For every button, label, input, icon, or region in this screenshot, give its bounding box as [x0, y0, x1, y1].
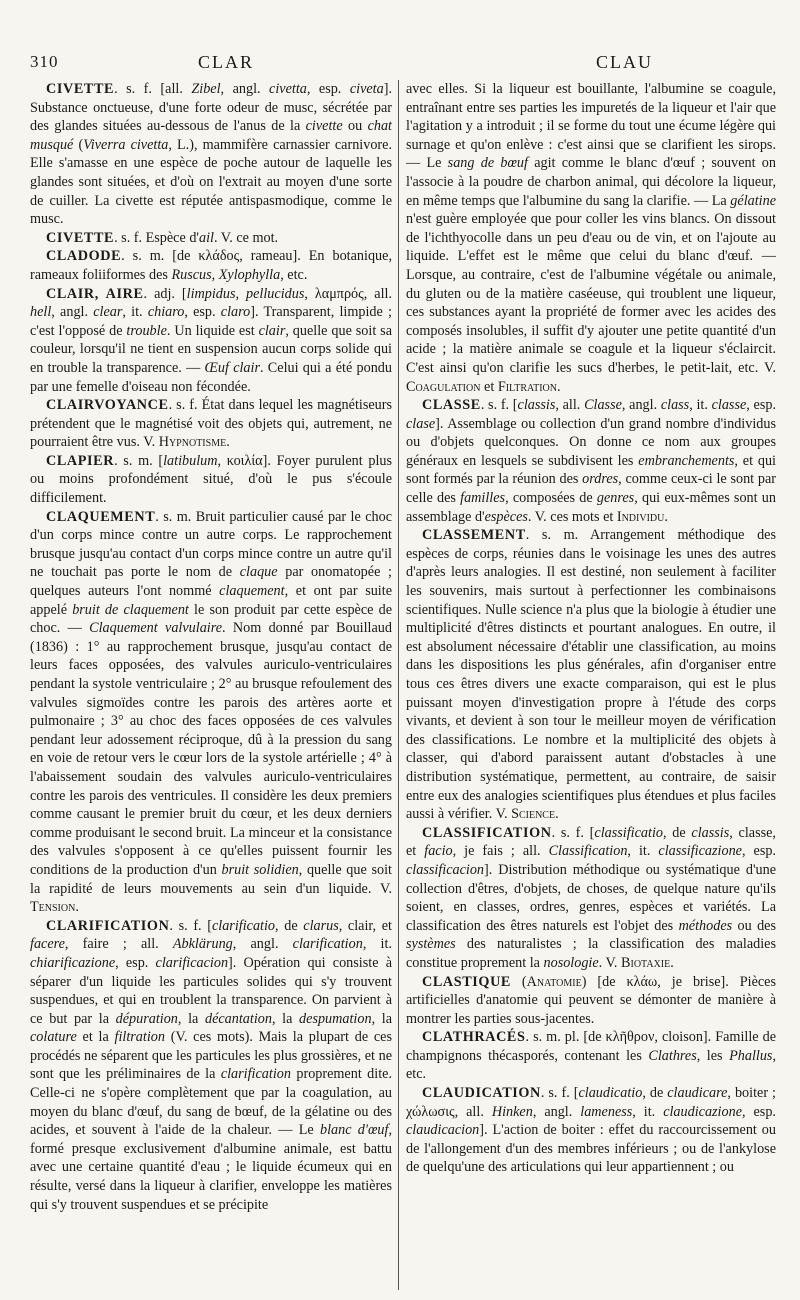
entry-text: ]. Distribution méthodique ou systématique d'une collection d'êtres, d'objets, de choses, de quelque nature qu'ils soient, en classes, ordres, genres, espèces et variétés. La classification des êtres naturels est l'objet des — [406, 861, 776, 934]
dictionary-entry — [406, 824, 776, 973]
italic-term: claro — [220, 304, 251, 321]
italic-term: despumation — [299, 1010, 372, 1027]
italic-term: claudicatio — [578, 1085, 643, 1102]
entry-text: , qui eux-mêmes sont un assemblage d' — [406, 490, 776, 525]
cross-reference: Filtration — [497, 378, 557, 395]
headword: CIVETTE — [46, 229, 115, 246]
italic-term: claudicazione — [663, 1103, 742, 1120]
italic-term: Hinken — [491, 1103, 533, 1120]
entry-text: , etc. — [280, 266, 308, 283]
entry-text: . V. ces mots et — [527, 508, 617, 525]
italic-term: Œuf clair — [204, 359, 260, 376]
column-divider — [398, 80, 399, 1290]
entry-text: . s. m. [ — [114, 452, 164, 469]
italic-term: genres — [596, 490, 635, 507]
headword: CLAUDICATION — [422, 1085, 541, 1102]
entry-text: , clair, et — [338, 917, 392, 934]
entry-text: , it. — [689, 397, 712, 414]
entry-text: ]. Assemblage ou collection d'un grand nombre d'individus ou d'objets quelconques. On donne ce nom aux groupes généraux en lesquels se subdivisent les — [406, 415, 776, 469]
entry-text: , les — [696, 1047, 730, 1064]
italic-term: Classe — [584, 397, 622, 414]
entry-text: , la — [271, 1010, 300, 1027]
entry-text: agit comme le blanc d'œuf ; souvent on l'associe à la poudre de charbon animal, qui décolore la liqueur, en même temps que l'albumine du sang la clarifie. — La — [406, 155, 776, 209]
entry-text: ]. Substance onctueuse, d'une forte odeur de musc, sécrétée par des glandes situées au-dessous de l'anus de la — [30, 81, 392, 135]
italic-term: clarification — [220, 1066, 291, 1083]
entry-text: . s. f. Espèce d' — [114, 229, 199, 246]
entry-text: , λαμπρός, all. — [304, 285, 392, 302]
cross-reference: Coagulation — [406, 378, 481, 395]
entry-text: ou — [342, 118, 368, 135]
entry-text: . s. m. Arrangement méthodique des espèces de corps, réunies dans le voisinage les unes des autres d'après leurs analogies. Il est destiné, non seulement à faciliter les souvenirs, mais surtout à perfectionner les combinaisons scientifiques. Nulle science n'a plus que la biologie à étudier une multiplicité d'êtres distincts et pourtant analogues. En outre, il est absolument nécessaire d'établir une classification, au moins dans les dispositions les plus générales, afin d'organiser entre tous ces êtres divers une exacte comparaison, qui est le plus puissant moyen d'investigation propre à l'étude des corps vivants, et devient à son tour le meilleur moyen de vérification des classifications. Le nombre et la multiplicité des objets à classer, qui d'abord paraissent autant d'obstacles à une distribution systématique, permettent, au contraire, de saisir entre eux des analogies scientifiques plus étendues et plus faciles aussi à vérifier. V. — [406, 527, 776, 823]
italic-term: Abklärung — [172, 936, 233, 953]
headword: CIVETTE — [46, 81, 115, 97]
italic-term: gélatine — [730, 192, 776, 209]
headword: CLASTIQUE — [422, 973, 511, 990]
entry-text: , all. — [555, 397, 585, 414]
entry-text: . s. f. [ — [480, 397, 518, 414]
italic-term: trouble — [126, 322, 167, 339]
entry-text: par onomatopée ; quelques auteurs l'ont nommé — [30, 564, 392, 600]
cross-reference: Hypnotisme — [158, 434, 227, 451]
right-running-head: CLAU — [596, 52, 653, 72]
entry-text: . s. f. [ — [540, 1085, 579, 1102]
entry-text: . s. m. Bruit particulier causé par le choc d'un corps mince contre un autre corps. Le rapprochement brusque jusqu'au contact d'un corps mince contre un autre qu'il ne touchait pas porte le nom de — [30, 508, 392, 581]
dictionary-entry — [30, 80, 392, 229]
headword: CLATHRACÉS — [422, 1029, 526, 1046]
entry-text: , la — [371, 1010, 392, 1027]
italic-term: dépuration — [115, 1010, 178, 1027]
entry-text: . Celui qui a été pondu par une femelle d'oiseau non fécondée. — [30, 359, 392, 395]
italic-term: bruit de claquement — [72, 601, 189, 618]
italic-term: classificatio — [594, 824, 663, 841]
italic-term: Phallus — [729, 1047, 773, 1064]
entry-text: , — [211, 266, 219, 283]
cross-reference: Tension — [30, 899, 76, 916]
dictionary-entry — [406, 396, 776, 526]
entry-text: , composées de — [505, 490, 597, 507]
entry-text: . s. f. [ — [551, 824, 595, 841]
entry-text: , L.), mammifère carnassier carnivore. Elle s'amasse en une espèce de poche autour de laquelle les glandes sont situées, et d'où on l'extrait au moyen d'une sorte de cuiller. La civette est réputée antispasmodique, comme le musc. — [30, 136, 392, 228]
italic-term: classe — [711, 397, 747, 414]
italic-term: chiarificazione — [30, 954, 116, 971]
italic-term: claque — [239, 564, 278, 581]
entry-text: . adj. [ — [143, 285, 187, 302]
entry-text: , de — [275, 917, 304, 934]
italic-term: limpidus, pellucidus — [186, 285, 305, 302]
italic-term: claudicare — [667, 1085, 728, 1102]
entry-text: . — [75, 899, 79, 916]
italic-term: facio — [424, 843, 453, 860]
entry-text: , de — [642, 1085, 668, 1102]
page-number: 310 — [30, 52, 59, 71]
entry-text: . s. f. [ — [169, 917, 212, 934]
entry-text: n'est guère employée que pour coller les vins blancs. On dissout de l'ichthyocolle dans un peu d'eau ou de vin, et on l'ajoute au liquide. L'effet est le même que celui du blanc d'œuf. — Lorsque, au contraire, c'est de l'albumine végétale ou animale, du gluten ou de la matière caséeuse, qui troublent une liqueur, ces substances ayant la propriété de former avec les acides des composés insolubles, il suffit d'y ajouter une petite quantité d'un acide ; la matière animale se coagule et la liqueur s'éclaircit. C'est ainsi qu'on clarifie les sucs d'herbes, le petit-lait, etc. V. — [406, 211, 776, 376]
entry-text: . — [664, 508, 668, 525]
entry-text: , classe, et — [406, 824, 776, 860]
entry-text: , esp. — [746, 397, 776, 414]
entry-text: . s. f. [all. — [114, 81, 192, 97]
italic-term: civeta — [349, 81, 384, 97]
dictionary-entry — [30, 917, 392, 1215]
entry-text: . s. m. pl. [de κλῆθρον, cloison]. Famille de champignons thécasporés, contenant les — [406, 1029, 776, 1064]
headword: CLAIRVOYANCE — [46, 397, 169, 414]
italic-term: chat musqué — [30, 118, 392, 153]
italic-term: familles — [460, 490, 506, 507]
entry-text: , faire ; all. — [64, 936, 173, 953]
entry-text: , angl. — [220, 81, 270, 97]
entry-text: , esp. — [184, 304, 221, 321]
headword: CLAIR, AIRE — [46, 285, 144, 302]
entry-text: ( — [510, 973, 527, 990]
entry-text: ]. Opération qui consiste à séparer d'un liquide les particules solides qui s'y trouvent suspendues, et qui en troublent la transparence. On parvient à ce but par la — [30, 954, 392, 1027]
entry-text: , quelle que soit la rapidité de leurs mouvements au sein d'un liquide. V. — [30, 861, 392, 897]
headword: CLAPIER — [46, 452, 115, 469]
entry-text: des naturalistes ; la classification des maladies constitue proprement la — [406, 936, 776, 971]
entry-text: , it. — [627, 843, 659, 860]
headword: CLADODE — [46, 248, 122, 265]
headword: CLASSEMENT — [422, 527, 526, 544]
italic-term: blanc d'œuf — [320, 1122, 389, 1139]
entry-text: , angl. — [232, 936, 293, 953]
italic-term: embranchements — [638, 452, 735, 469]
italic-term: clarification — [292, 936, 363, 953]
italic-term: facere — [30, 936, 65, 953]
headword: CLASSIFICATION — [422, 824, 552, 841]
italic-term: ordres — [582, 471, 619, 488]
italic-term: Clathres — [648, 1047, 697, 1064]
italic-term: Xylophylla — [218, 266, 281, 283]
entry-text: , et qui sont formés par la réunion des — [406, 452, 776, 488]
entry-text: , comme ceux-ci le sont par celle des — [406, 471, 776, 507]
entry-text: proprement dite. Celle-ci ne s'opère complètement que par la coagulation, au moyen du blanc d'œuf, du sang de bœuf, de la gélatine ou des acides, et souvent à l'aide de la chaleur. — Le — [30, 1066, 392, 1139]
cross-reference: Biotaxie — [621, 954, 671, 971]
cross-reference: Science — [511, 806, 556, 823]
entry-text: ou des — [732, 917, 776, 934]
italic-term: ail — [198, 229, 214, 246]
italic-term: clair — [258, 322, 286, 339]
cross-reference: Anatomie — [526, 973, 582, 990]
entry-text: , angl. — [51, 304, 94, 321]
entry-text: . s. f. État dans lequel les magnétiseurs prétendent que le magnétisé voit des objets qui, autrement, ne pourraient être vus. V. — [30, 397, 392, 451]
dictionary-entry — [30, 452, 392, 508]
dictionary-entry — [30, 508, 392, 917]
entry-text: , angl. — [532, 1103, 581, 1120]
italic-term: espèces — [484, 508, 528, 525]
italic-term: décantation — [204, 1010, 272, 1027]
italic-term: nosologie — [543, 954, 599, 971]
entry-text: le son produit par cette espèce de choc. — — [30, 601, 392, 637]
italic-term: Viverra civetta — [83, 136, 169, 153]
dictionary-entry — [30, 396, 392, 452]
italic-term: Zibel — [191, 81, 221, 97]
entry-text: ( — [73, 136, 84, 153]
entry-text: , angl. — [621, 397, 661, 414]
left-running-head: CLAR — [198, 52, 255, 72]
cross-reference: Individu — [616, 508, 665, 525]
entry-text: . — [226, 434, 230, 451]
entry-text: , esp. — [742, 1103, 776, 1120]
headword: CLAQUEMENT — [46, 508, 156, 525]
italic-term: clear — [93, 304, 123, 321]
italic-term: lameness — [580, 1103, 633, 1120]
italic-term: claudicacion — [406, 1122, 480, 1139]
italic-term: filtration — [114, 1029, 165, 1046]
entry-text: , etc. — [406, 1047, 776, 1083]
entry-text: et la — [76, 1029, 115, 1046]
entry-text: , et ont par suite appelé — [30, 583, 392, 618]
entry-text: (V. ces mots). Mais la plupart de ces procédés ne séparent que les particules les plus grossières, et ne sont que les préliminaires de la — [30, 1029, 392, 1083]
entry-text: . V. — [598, 954, 622, 971]
entry-text: . V. ce mot. — [213, 229, 279, 246]
entry-text: . — [555, 806, 559, 823]
italic-term: colature — [30, 1029, 77, 1046]
entry-text: , it. — [632, 1103, 664, 1120]
italic-term: classis — [691, 824, 730, 841]
dictionary-entry — [406, 526, 776, 824]
italic-term: classis — [517, 397, 556, 414]
entry-text: . s. m. [de κλάδος, rameau]. En botanique, rameaux foliiformes des — [30, 248, 392, 283]
italic-term: clase — [406, 415, 436, 432]
italic-term: chiaro — [147, 304, 185, 321]
running-header — [30, 52, 778, 78]
entry-text: . — [557, 378, 561, 395]
headword: CLASSE — [422, 397, 481, 414]
continued-paragraph — [406, 80, 776, 396]
entry-text: , quelle que soit sa couleur, lorsqu'il ne tient en suspension aucun corps solide qui en trouble la transparence. — — [30, 322, 392, 376]
italic-term: civette — [305, 118, 343, 135]
italic-term: Ruscus — [171, 266, 212, 283]
entry-text: . Un liquide est — [166, 322, 259, 339]
left-column — [30, 80, 392, 1292]
italic-term: clarificacion — [155, 954, 229, 971]
entry-text: , esp. — [741, 843, 776, 860]
entry-text: , κοιλία]. Foyer purulent plus ou moins profondément situé, d'où le pus s'écoule difficilement. — [30, 452, 392, 507]
dictionary-entry — [30, 229, 392, 248]
entry-text: , je fais ; all. — [452, 843, 549, 860]
entry-text: , it. — [122, 304, 148, 321]
italic-term: Claquement valvulaire — [89, 620, 223, 637]
italic-term: méthodes — [678, 917, 733, 934]
entry-text: . Nom donné par Bouillaud (1836) : 1° au rapprochement brusque, jusqu'au contact de leurs faces opposées, des valvules auriculo-ventriculaires pendant la systole ventriculaire ; 2° au brusque refoulement des valvules sigmoïdes contre les parois des artères aorte et pulmonaire ; 3° au choc des faces opposées de ces valvules pendant leur adossement réciproque, dû à la pression du sang en voie de retour vers le cœur lors de la systole artérielle ; 4° à l'abaissement soudain des valvules auriculo-ventriculaires contre les parois des ventricules. Il considère les deux premiers comme causant le premier bruit du cœur, et les deux derniers comme produisant le second bruit. La minceur et la consistance des valvules s'opposent à ce qu'elles puissent fournir les conditions de la production d'un — [30, 620, 392, 878]
italic-term: clarus — [303, 917, 339, 934]
italic-term: hell — [30, 304, 52, 321]
dictionary-entry — [30, 285, 392, 397]
entry-text: ]. L'action de boiter : effet du raccourcissement ou de l'allongement d'un des membres inférieurs ; ou de l'ankylose de quelqu'une des articulations qui leur appartiennent ; ou — [406, 1122, 776, 1176]
entry-text: , esp. — [306, 81, 350, 97]
italic-term: class — [660, 397, 690, 414]
entry-text: , esp. — [115, 954, 156, 971]
entry-text: , de — [662, 824, 692, 841]
dictionary-entry — [30, 247, 392, 284]
entry-text: , la — [177, 1010, 205, 1027]
headword: CLARIFICATION — [46, 917, 170, 934]
italic-term: clarificatio — [211, 917, 276, 934]
dictionary-entry — [406, 1028, 776, 1084]
italic-term: Classification — [548, 843, 628, 860]
entry-text: , it. — [362, 936, 392, 953]
italic-term: systèmes — [406, 936, 456, 953]
entry-text: ) [de κλάω, je brise]. Pièces artificielles d'anatomie qui peuvent se démonter de manière à montrer les parties sous-jacentes. — [406, 973, 776, 1027]
entry-text: , boiter ; χώλωσις, all. — [406, 1085, 776, 1120]
dictionary-entry — [406, 1084, 776, 1177]
entry-text: . — [670, 954, 674, 971]
entry-text: et — [480, 378, 498, 395]
entry-text: ]. Transparent, limpide ; c'est l'opposé de — [30, 304, 392, 339]
italic-term: claquement — [219, 583, 285, 600]
dictionary-entry — [406, 973, 776, 1029]
entry-text: avec elles. Si la liqueur est bouillante, l'albumine se coagule, entraînant entre ses parties les impuretés de la liqueur et l'air que l'agitation y a introduit ; il se forme du tout une écume légère qui surnage et qu'on enlève : c'est ainsi que se clarifient les sirops. — Le — [406, 81, 776, 172]
italic-term: classificazione — [658, 843, 742, 860]
italic-term: bruit solidien — [221, 861, 299, 878]
italic-term: civetta — [269, 81, 307, 97]
italic-term: sang de bœuf — [447, 155, 528, 172]
right-column — [406, 80, 776, 1292]
entry-text: , formé presque exclusivement d'albumine animale, est battu avec une certaine quantité d'eau ; le liquide écumeux qui en résulte, versé dans la liqueur à clarifier, enveloppe les matières qui s'y trouvent suspendues et se précipite — [30, 1122, 392, 1213]
italic-term: latibulum — [163, 452, 218, 469]
italic-term: classificacion — [406, 861, 485, 878]
